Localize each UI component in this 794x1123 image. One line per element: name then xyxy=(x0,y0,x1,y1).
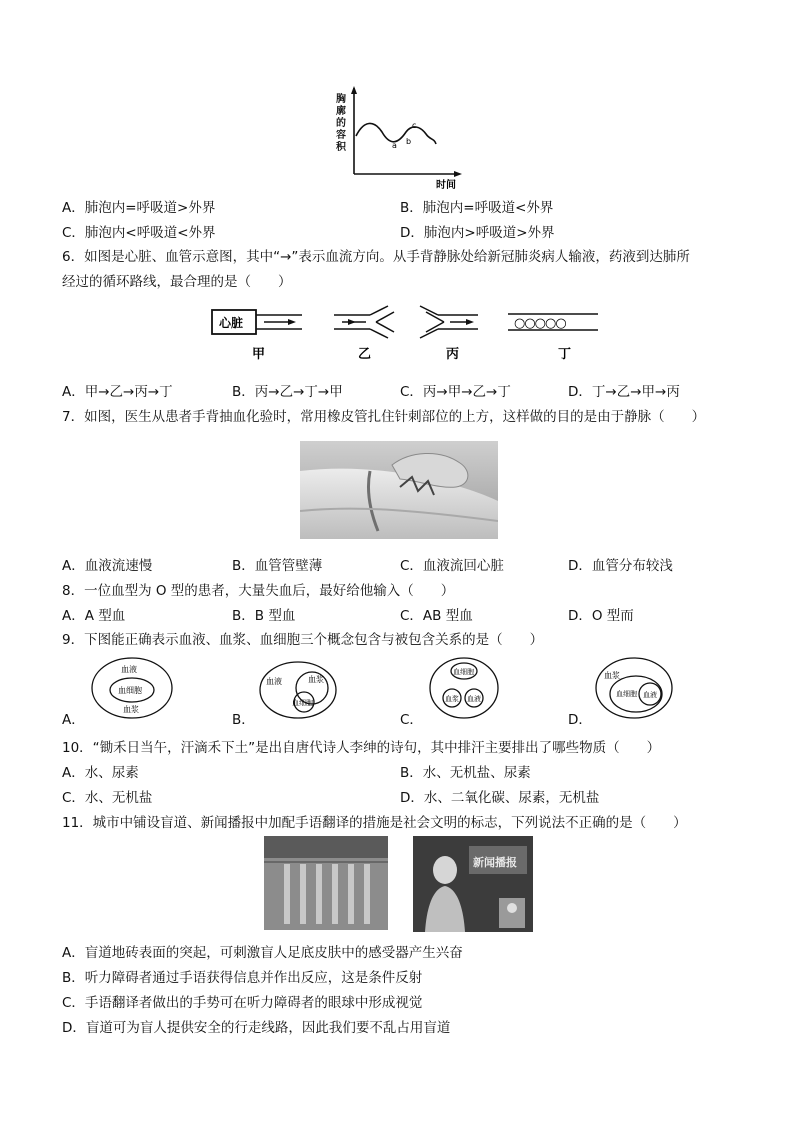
venn-c-left-label: 血浆 xyxy=(445,695,459,703)
venn-c-right-label: 血液 xyxy=(467,695,481,703)
q6-stem-line2: 经过的循环路线，最合理的是（ ） xyxy=(62,274,292,290)
q11-option-d[interactable]: D．盲道可为盲人提供安全的行走线路，因此我们要不乱占用盲道 xyxy=(62,1020,451,1036)
point-c-label: c xyxy=(412,121,417,130)
q10-option-c[interactable]: C．水、无机盐 xyxy=(62,790,153,806)
q10-option-d[interactable]: D．水、二氧化碳、尿素，无机盐 xyxy=(400,790,600,806)
venn-a-bottom-label: 血浆 xyxy=(123,705,139,714)
sign-language-news-photo xyxy=(413,836,533,932)
venn-d-mid-label: 血细胞 xyxy=(616,690,637,698)
q10-stem: 10．“锄禾日当午，汗滴禾下土”是出自唐代诗人李绅的诗句，其中排汗主要排出了哪些物质（ ） xyxy=(62,740,661,756)
q5-option-a[interactable]: A．肺泡内=呼吸道>外界 xyxy=(62,200,216,216)
q5-option-d[interactable]: D．肺泡内>呼吸道>外界 xyxy=(400,225,555,241)
news-caption: 新闻播报 xyxy=(473,856,517,869)
heart-vessel-figure xyxy=(208,302,608,362)
q6-stem-line1: 6．如图是心脏、血管示意图，其中“→”表示血流方向。从手背静脉处给新冠肺炎病人输液，药液到达肺所 xyxy=(62,249,690,265)
fig-label-jia: 甲 xyxy=(252,347,266,362)
q7-option-d[interactable]: D．血管分布较浅 xyxy=(568,558,673,574)
venn-d-outer-label: 血浆 xyxy=(604,671,620,680)
q9-stem: 9．下图能正确表示血液、血浆、血细胞三个概念包含与被包含关系的是（ ） xyxy=(62,632,544,648)
q8-option-a[interactable]: A．A 型血 xyxy=(62,608,126,624)
q7-option-a[interactable]: A．血液流速慢 xyxy=(62,558,153,574)
q9-option-a[interactable]: A． xyxy=(62,712,85,728)
heart-label: 心脏 xyxy=(219,316,244,330)
graph-ylabel-char: 的 xyxy=(336,118,346,129)
venn-diagram-c[interactable] xyxy=(428,656,500,720)
graph-ylabel-char: 廓 xyxy=(336,106,346,117)
point-b-label: b xyxy=(406,137,412,146)
point-a-label: a xyxy=(392,141,397,150)
venn-b-inner-label: 血细胞 xyxy=(292,699,313,707)
q6-option-c[interactable]: C．丙→甲→乙→丁 xyxy=(400,384,511,400)
q9-option-d[interactable]: D． xyxy=(568,712,592,728)
venn-diagram-d[interactable] xyxy=(594,656,674,720)
q5-option-c[interactable]: C．肺泡内<呼吸道<外界 xyxy=(62,225,216,241)
q8-stem: 8．一位血型为 O 型的患者，大量失血后，最好给他输入（ ） xyxy=(62,583,455,599)
venn-diagram-a[interactable] xyxy=(90,656,174,720)
q10-option-a[interactable]: A．水、尿素 xyxy=(62,765,139,781)
venn-b-mid-label: 血浆 xyxy=(308,675,324,684)
q6-option-b[interactable]: B．丙→乙→丁→甲 xyxy=(232,384,343,400)
q7-option-b[interactable]: B．血管管壁薄 xyxy=(232,558,323,574)
chest-volume-graph xyxy=(330,86,470,192)
q9-option-c[interactable]: C． xyxy=(400,712,423,728)
graph-ylabel xyxy=(336,94,346,154)
q11-stem: 11．城市中铺设盲道、新闻播报中加配手语翻译的措施是社会文明的标志，下列说法不正确的是（ ） xyxy=(62,815,687,831)
q7-option-c[interactable]: C．血液流回心脏 xyxy=(400,558,504,574)
q6-option-a[interactable]: A．甲→乙→丙→丁 xyxy=(62,384,173,400)
q9-option-b[interactable]: B． xyxy=(232,712,255,728)
venn-a-outer-label: 血液 xyxy=(121,665,137,674)
fig-label-yi: 乙 xyxy=(358,347,372,362)
q8-option-c[interactable]: C．AB 型血 xyxy=(400,608,473,624)
graph-ylabel-char: 容 xyxy=(336,130,346,141)
venn-b-outer-label: 血液 xyxy=(266,677,282,686)
graph-ylabel-char: 积 xyxy=(336,142,346,153)
q8-option-d[interactable]: D．O 型而 xyxy=(568,608,634,624)
q10-option-b[interactable]: B．水、无机盐、尿素 xyxy=(400,765,531,781)
q5-option-b[interactable]: B．肺泡内=呼吸道<外界 xyxy=(400,200,554,216)
capillary-cells: ○○○○○ xyxy=(514,316,566,331)
graph-xlabel: 时间 xyxy=(436,180,456,191)
tactile-paving-photo xyxy=(264,836,388,930)
q6-option-d[interactable]: D．丁→乙→甲→丙 xyxy=(568,384,680,400)
fig-label-ding: 丁 xyxy=(558,347,572,362)
venn-a-inner-label: 血细胞 xyxy=(118,686,142,695)
venn-c-top-label: 血细胞 xyxy=(453,668,474,676)
q8-option-b[interactable]: B．B 型血 xyxy=(232,608,296,624)
venn-diagram-b[interactable] xyxy=(258,660,338,720)
venn-d-inner-label: 血液 xyxy=(643,691,657,699)
q7-stem: 7．如图，医生从患者手背抽血化验时，常用橡皮管扎住针刺部位的上方，这样做的目的是由于静脉（ ） xyxy=(62,409,706,425)
q11-option-b[interactable]: B．听力障碍者通过手语获得信息并作出反应，这是条件反射 xyxy=(62,970,423,986)
fig-label-bing: 丙 xyxy=(446,347,460,362)
q11-option-a[interactable]: A．盲道地砖表面的突起，可刺激盲人足底皮肤中的感受器产生兴奋 xyxy=(62,945,463,961)
q11-option-c[interactable]: C．手语翻译者做出的手势可在听力障碍者的眼球中形成视觉 xyxy=(62,995,423,1011)
hand-tourniquet-photo xyxy=(300,441,498,539)
graph-ylabel-char: 胸 xyxy=(336,94,346,105)
